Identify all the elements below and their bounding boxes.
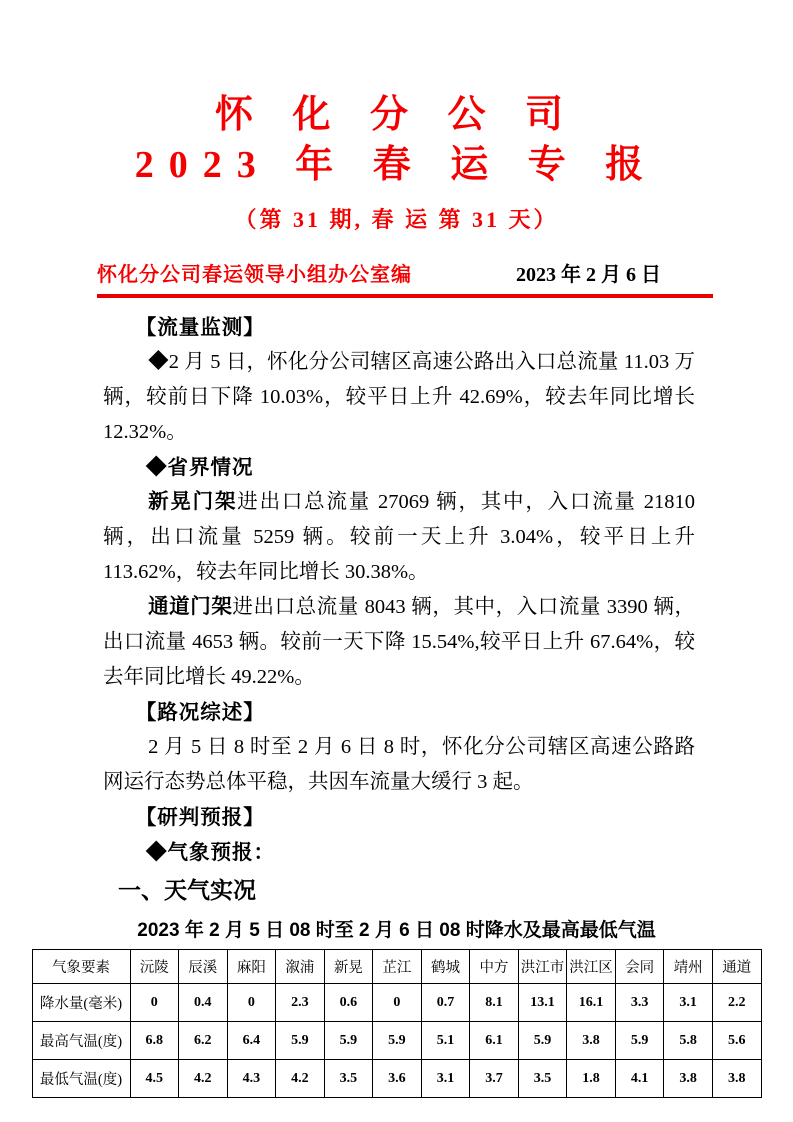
- table-cell: 4.5: [130, 1060, 179, 1098]
- masthead-editor: 怀化分公司春运领导小组办公室编: [97, 264, 412, 287]
- table-cell: 4.2: [179, 1060, 228, 1098]
- table-cell: 3.8: [567, 1022, 616, 1060]
- table-cell: 3.1: [664, 984, 713, 1022]
- table-cell: 3.8: [712, 1060, 761, 1098]
- table-cell: 4.2: [276, 1060, 325, 1098]
- table-cell: 0: [227, 984, 276, 1022]
- section-heading-road-conditions: 【路况综述】: [135, 701, 265, 725]
- table-cell: 6.1: [470, 1022, 519, 1060]
- table-cell: 4.3: [227, 1060, 276, 1098]
- table-row: [32, 984, 761, 1022]
- table-cell: 3.1: [421, 1060, 470, 1098]
- paragraph-bold-lead: 通道门架: [148, 596, 233, 619]
- paragraph-tongdao-gantry: [103, 590, 695, 695]
- paragraph-text: 进出口总流量 8043 辆，其中，入口流量 3390 辆，出口流量 4653 辆。较前一天下降 15.54%,较平日上升 67.64%，较去年同比增长 49.22%。: [103, 596, 696, 689]
- doc-title-line2: 2023 年 春 运 专 报: [134, 144, 659, 187]
- column-header-locality: 溆浦: [276, 950, 325, 984]
- column-header-factor: 气象要素: [32, 950, 130, 984]
- heading-weather-actual: 一、天气实况: [118, 877, 256, 904]
- table-cell: 16.1: [567, 984, 616, 1022]
- table-cell: 0: [130, 984, 179, 1022]
- table-cell: 0.4: [179, 984, 228, 1022]
- table-row: [32, 1060, 761, 1098]
- table-cell: 3.3: [615, 984, 664, 1022]
- doc-title-line1: 怀 化 分 公 司: [214, 94, 578, 136]
- sub-heading-provincial-border: ◆省界情况: [146, 456, 254, 480]
- column-header-locality: 芷江: [373, 950, 422, 984]
- table-cell: 5.9: [615, 1022, 664, 1060]
- row-label: 最低气温(度): [32, 1060, 130, 1098]
- table-cell: 3.5: [324, 1060, 373, 1098]
- table-cell: 5.6: [712, 1022, 761, 1060]
- paragraph-text: 进出口总流量 27069 辆，其中，入口流量 21810 辆，出口流量 5259 辆。较前一天上升 3.04%，较平日上升 113.62%，较去年同比增长 30.38%。: [103, 491, 695, 584]
- table-cell: 0.6: [324, 984, 373, 1022]
- weather-table: [32, 949, 762, 1098]
- table-cell: 0.7: [421, 984, 470, 1022]
- column-header-locality: 洪江市: [518, 950, 567, 984]
- table-cell: 5.9: [276, 1022, 325, 1060]
- table-cell: 13.1: [518, 984, 567, 1022]
- column-header-locality: 新晃: [324, 950, 373, 984]
- table-cell: 8.1: [470, 984, 519, 1022]
- column-header-locality: 麻阳: [227, 950, 276, 984]
- table-row: [32, 1022, 761, 1060]
- paragraph-bold-lead: 新晃门架: [148, 491, 238, 514]
- weather-table-head-row: [32, 950, 761, 984]
- column-header-locality: 通道: [712, 950, 761, 984]
- table-cell: 6.2: [179, 1022, 228, 1060]
- table-cell: 3.7: [470, 1060, 519, 1098]
- row-label: 降水量(毫米): [32, 984, 130, 1022]
- column-header-locality: 沅陵: [130, 950, 179, 984]
- column-header-locality: 会同: [615, 950, 664, 984]
- table-cell: 3.8: [664, 1060, 713, 1098]
- table-cell: 4.1: [615, 1060, 664, 1098]
- section-heading-forecast: 【研判预报】: [135, 806, 265, 830]
- column-header-locality: 中方: [470, 950, 519, 984]
- report-body: [103, 310, 695, 910]
- table-cell: 1.8: [567, 1060, 616, 1098]
- row-label: 最高气温(度): [32, 1022, 130, 1060]
- column-header-locality: 洪江区: [567, 950, 616, 984]
- column-header-locality: 辰溪: [179, 950, 228, 984]
- paragraph-text: 2 月 5 日 8 时至 2 月 6 日 8 时，怀化分公司辖区高速公路路网运行态势总体平稳，共因车流量大缓行 3 起。: [103, 736, 695, 794]
- table-cell: 0: [373, 984, 422, 1022]
- table-cell: 2.3: [276, 984, 325, 1022]
- table-cell: 5.8: [664, 1022, 713, 1060]
- column-header-locality: 鹤城: [421, 950, 470, 984]
- table-cell: 5.9: [518, 1022, 567, 1060]
- weather-table-body: [32, 984, 761, 1098]
- paragraph-text: ◆2 月 5 日，怀化分公司辖区高速公路出入口总流量 11.03 万辆，较前日下降 10.03%，较平日上升 42.69%，较去年同比增长 12.32%。: [103, 351, 695, 444]
- title-block: [0, 0, 793, 234]
- column-header-locality: 靖州: [664, 950, 713, 984]
- table-cell: 6.4: [227, 1022, 276, 1060]
- table-cell: 5.9: [324, 1022, 373, 1060]
- masthead-date: 2023 年 2 月 6 日: [516, 264, 661, 287]
- paragraph-road-network: [103, 730, 695, 800]
- table-cell: 5.1: [421, 1022, 470, 1060]
- doc-issue-line: （第 31 期, 春 运 第 31 天）: [234, 207, 559, 233]
- masthead: [97, 258, 713, 298]
- table-cell: 5.9: [373, 1022, 422, 1060]
- table-cell: 6.8: [130, 1022, 179, 1060]
- table-cell: 3.6: [373, 1060, 422, 1098]
- sub-heading-weather-forecast: ◆气象预报：: [146, 841, 276, 865]
- weather-table-caption: 2023 年 2 月 5 日 08 时至 2 月 6 日 08 时降水及最高最低气温: [137, 920, 656, 942]
- table-cell: 2.2: [712, 984, 761, 1022]
- paragraph-xinhuang-gantry: [103, 485, 695, 590]
- section-heading-traffic-monitoring: 【流量监测】: [135, 316, 265, 340]
- paragraph-total-flow: [103, 345, 695, 450]
- table-cell: 3.5: [518, 1060, 567, 1098]
